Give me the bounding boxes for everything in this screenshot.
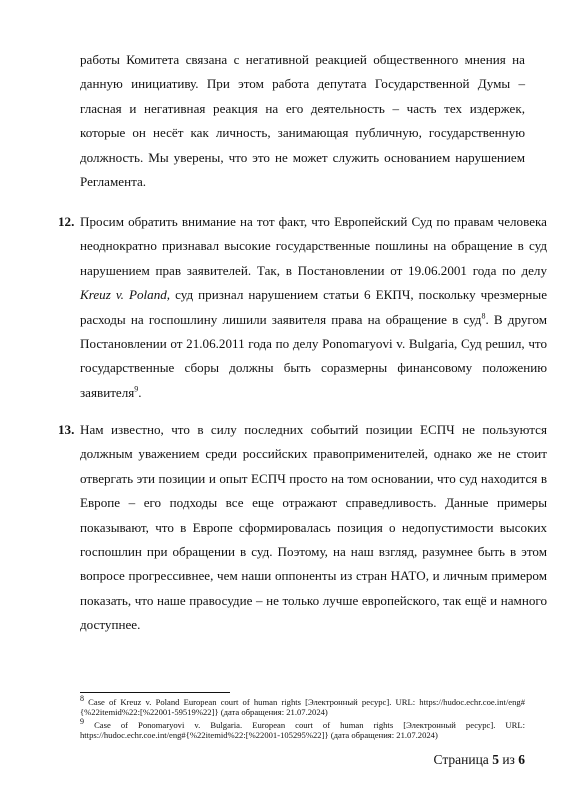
paragraph-text: Просим обратить внимание на тот факт, что Европейский Суд по правам человека неоднократно признавал высокие государственные пошлины на обращение в суд нарушением прав заявителей. Так, в Постановлении от 19.06.2001 года по делу: [80, 214, 547, 278]
footnote-text: Case of Kreuz v. Poland European court of human rights [Электронный ресурс]. URL: https://hudoc.echr.coe.int/eng#{%22itemid%22:[%22001-59519%22]} (дата обращения: 21.07.2024): [80, 697, 525, 718]
paragraph-text: суд признал нарушением статьи 6 ЕКПЧ, поскольку чрезмерные расходы на госпошлину лишили заявителя права на обращение в суд: [80, 287, 547, 327]
case-name: Kreuz v. Poland,: [80, 287, 171, 303]
footnote-mark: 9: [80, 717, 84, 727]
page-current: 5: [492, 752, 499, 767]
paragraph-number: 13.: [58, 422, 75, 437]
footnote-mark: 8: [80, 694, 84, 704]
page-prefix: Страница: [433, 752, 493, 767]
page-number: [434, 752, 526, 768]
paragraph-text: . В другом Постановлении от 21.06.2011 года по делу Ponomaryovi v. Bulgaria, Суд решил, что государственные сборы должны быть соразмерны финансовому положению заявителя: [80, 311, 548, 400]
footnote-ref[interactable]: 8: [481, 311, 486, 321]
page-middle: из: [498, 752, 519, 767]
footnote-ref[interactable]: 9: [134, 384, 139, 394]
paragraph-12: [58, 210, 547, 405]
paragraph-continuation: работы Комитета связана с негативной реакцией общественного мнения на данную инициативу. При этом работа депутата Государственной Думы – гласная и негативная реакция на его деятельность – часть тех издержек, которые он несёт как личность, занимающая публичную, государственную должность. Мы уверены, что это не может служить основанием нарушением Регламента.: [80, 52, 525, 190]
footnote-separator: [80, 692, 230, 693]
paragraph-text: .: [138, 384, 142, 400]
footnote-8: [80, 694, 525, 718]
page-total: 6: [518, 752, 525, 767]
paragraph-text: Нам известно, что в силу последних событий позиции ЕСПЧ не пользуются должным уважением среди российских правоприменителей, однако же не стоит отвергать эти позиции и опыт ЕСПЧ просто на том основании, что суд находится в Европе – его подходы все еще отражают справедливость. Данные примеры показывают, что в Европе сформировалась позиция о недопустимости высоких госпошлин при обращении в суд. Поэтому, на наш взгляд, разумнее быть в этом вопросе прогрессивнее, чем наши оппоненты из стран НАТО, и личным примером показать, что наше правосудие – не только лучше европейского, так ещё и намного доступнее.: [80, 422, 547, 633]
paragraph-number: 12.: [58, 214, 75, 229]
footnote-9: [80, 717, 525, 741]
footnote-text: Case of Ponomaryovi v. Bulgaria. European court of human rights [Электронный ресурс]. URL: https://hudoc.echr.coe.int/eng#{%22itemid%22:[%22001-105295%22]} (дата обращения: 21.07.2024): [80, 720, 525, 741]
paragraph-13: [58, 418, 547, 638]
